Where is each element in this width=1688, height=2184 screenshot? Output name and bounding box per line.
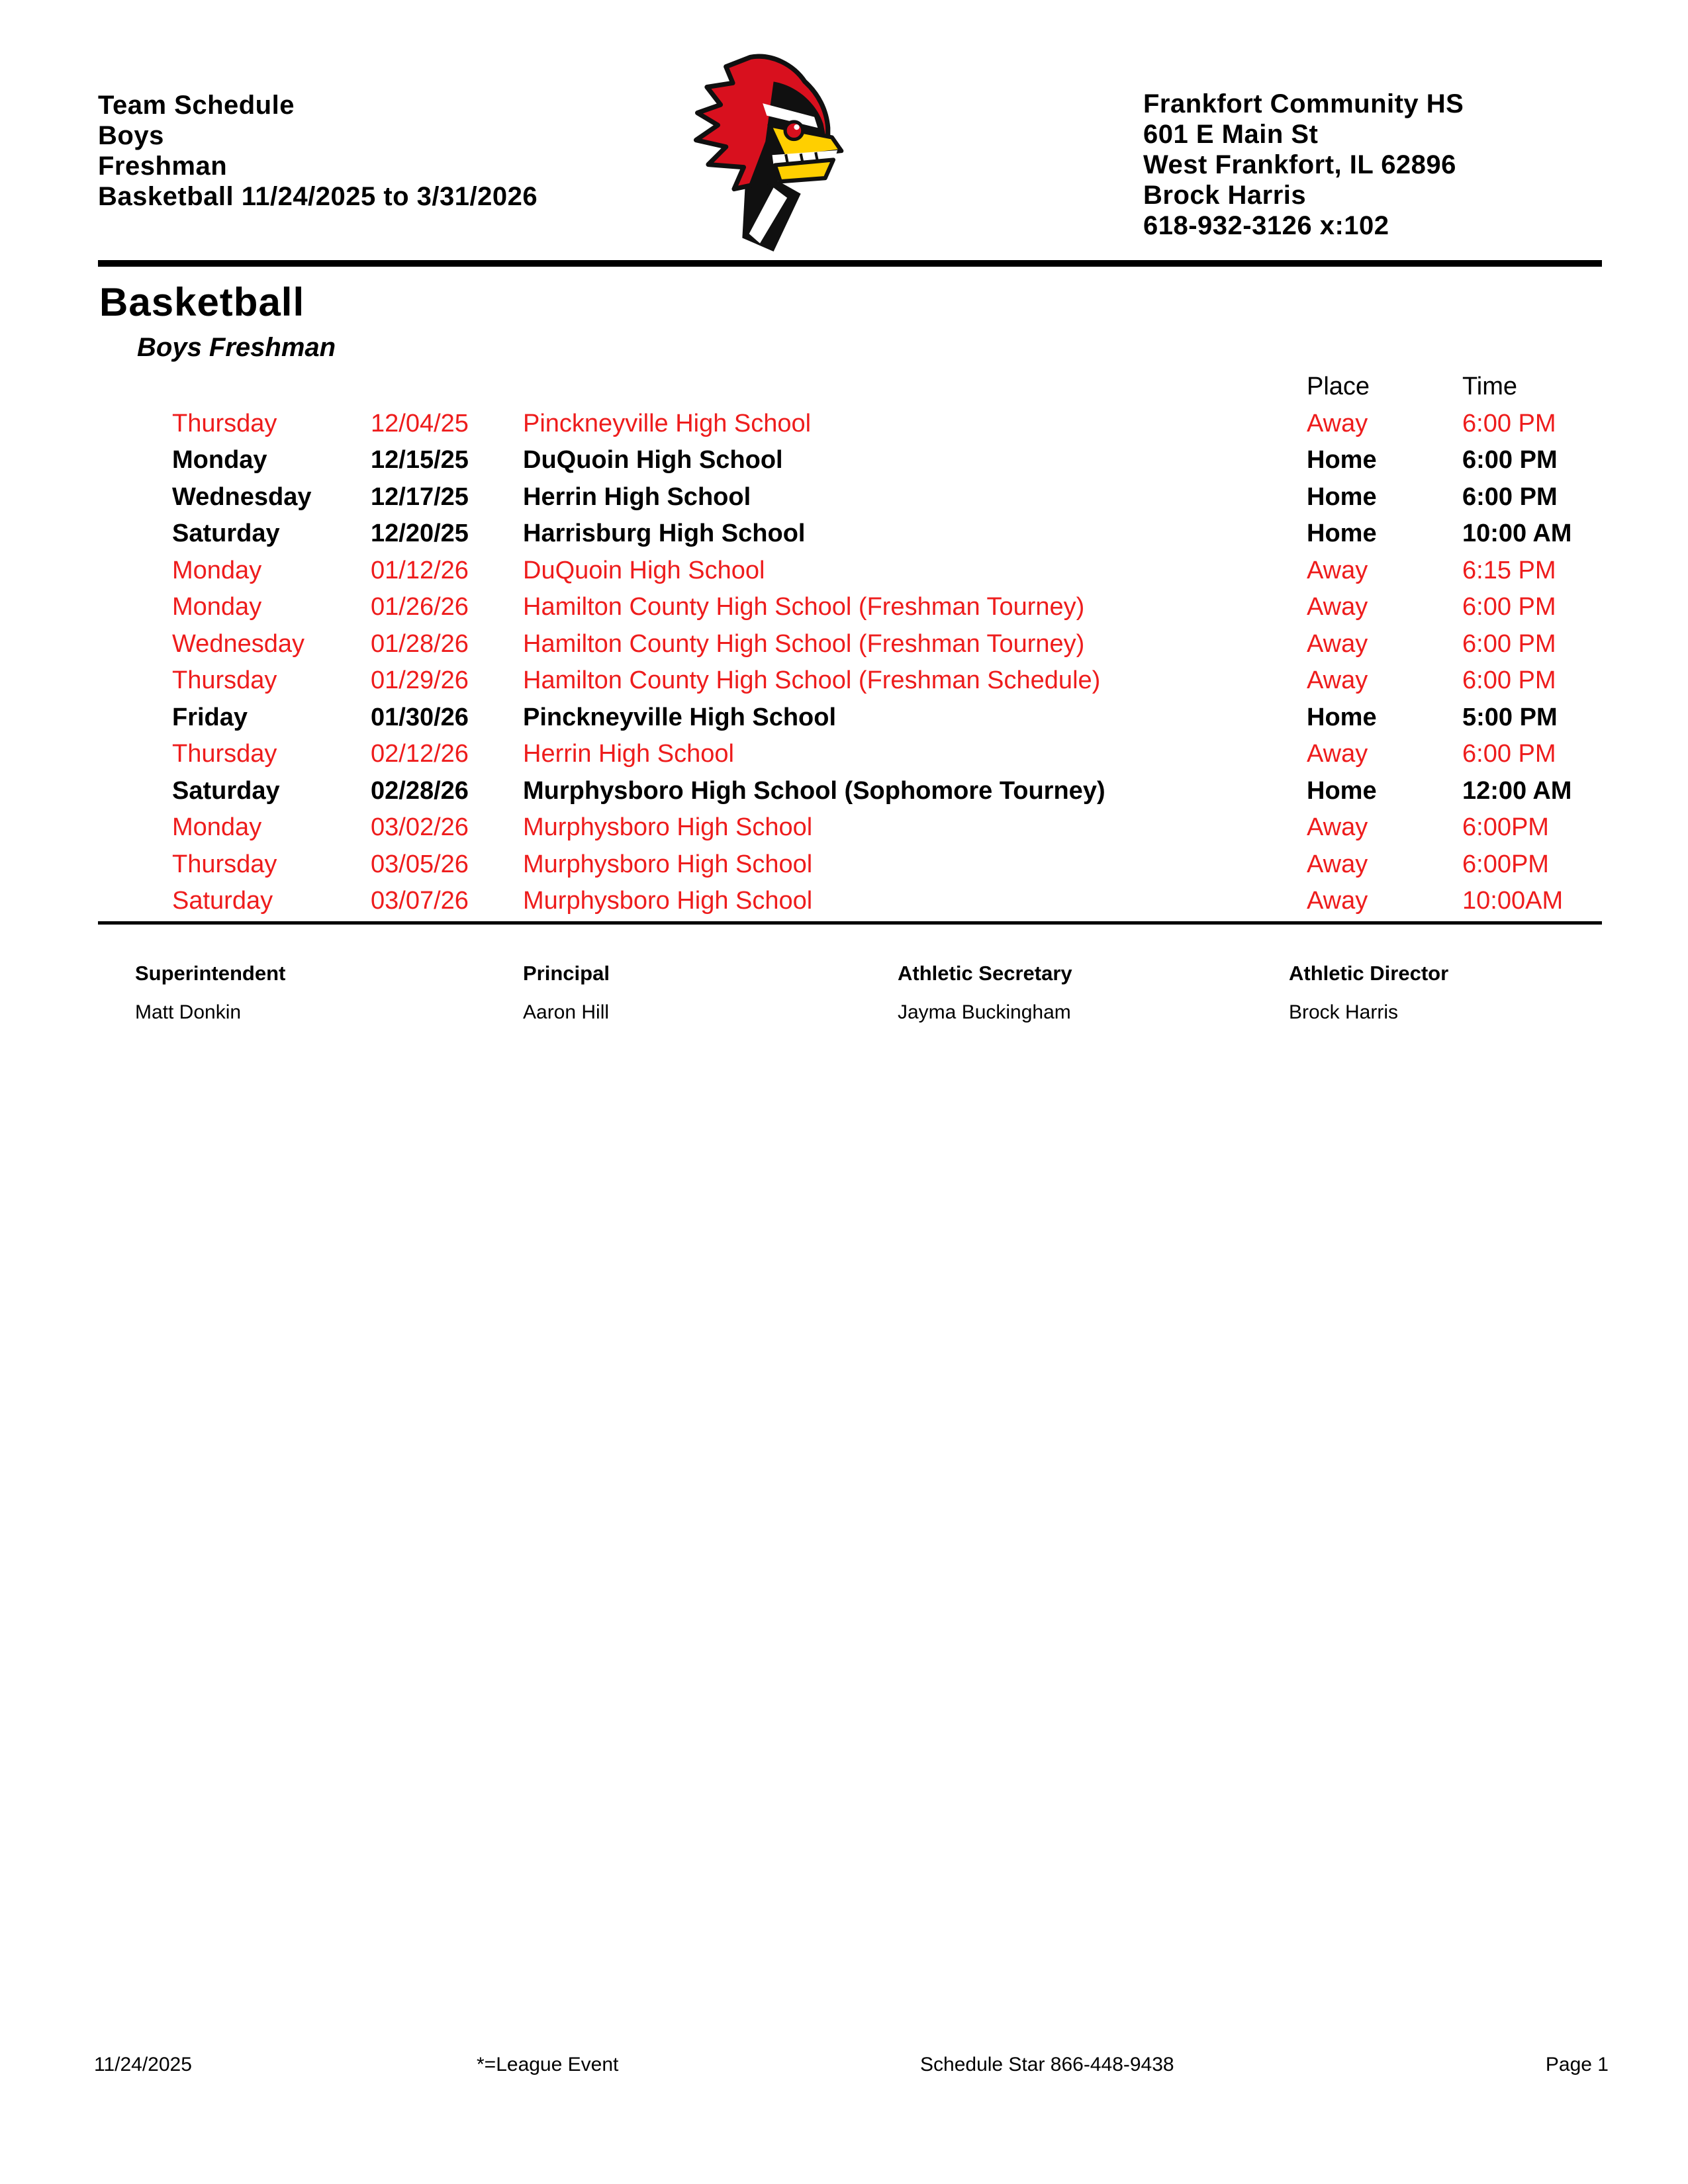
school-contact-header: [1143, 89, 1464, 241]
game-time: 10:00AM: [1462, 887, 1564, 915]
game-date: 12/15/25: [371, 446, 469, 474]
game-day: Monday: [172, 813, 262, 841]
footer-page-number: Page 1: [1545, 2054, 1609, 2075]
logo-beak-lower: [775, 159, 833, 181]
game-place: Away: [1307, 409, 1368, 437]
schedule-row: [0, 700, 1688, 737]
game-place: Away: [1307, 556, 1368, 584]
team-subtitle: Boys Freshman: [137, 333, 336, 362]
game-opponent: Herrin High School: [523, 482, 751, 511]
game-opponent: Murphysboro High School (Sophomore Tourney): [523, 776, 1105, 805]
game-day: Thursday: [172, 409, 277, 437]
header-line-season: Basketball 11/24/2025 to 3/31/2026: [98, 182, 538, 211]
schedule-row: [0, 736, 1688, 773]
game-date: 02/28/26: [371, 776, 469, 805]
game-time: 6:00 PM: [1462, 666, 1556, 694]
game-day: Monday: [172, 593, 262, 621]
game-day: Monday: [172, 556, 262, 584]
game-date: 12/17/25: [371, 482, 469, 511]
game-opponent: Murphysboro High School: [523, 813, 813, 841]
game-opponent: Hamilton County High School (Freshman Tourney): [523, 629, 1085, 658]
schedule-row: [0, 773, 1688, 810]
game-opponent: Pinckneyville High School: [523, 409, 812, 437]
game-place: Away: [1307, 593, 1368, 621]
game-place: Home: [1307, 482, 1377, 511]
game-date: 01/29/26: [371, 666, 469, 694]
official-title: Athletic Director: [1289, 962, 1449, 985]
official-title: Athletic Secretary: [898, 962, 1072, 985]
schedule-row: [0, 589, 1688, 626]
game-date: 01/30/26: [371, 703, 469, 731]
game-date: 01/28/26: [371, 629, 469, 658]
game-time: 6:00 PM: [1462, 629, 1556, 658]
contact-name: Brock Harris: [1143, 181, 1307, 210]
game-date: 03/07/26: [371, 887, 469, 915]
game-place: Away: [1307, 666, 1368, 694]
footer-vendor: Schedule Star 866-448-9438: [920, 2054, 1174, 2075]
schedule-row: [0, 479, 1688, 516]
game-place: Away: [1307, 813, 1368, 841]
game-day: Thursday: [172, 740, 277, 768]
game-day: Monday: [172, 446, 267, 474]
officials-section: [0, 962, 1688, 1041]
game-day: Friday: [172, 703, 248, 731]
game-date: 03/02/26: [371, 813, 469, 841]
schedule-row: [0, 662, 1688, 700]
sport-title: Basketball: [99, 280, 305, 324]
game-time: 6:00PM: [1462, 813, 1549, 841]
official-name: Brock Harris: [1289, 1001, 1399, 1023]
schedule-row: [0, 516, 1688, 553]
schedule-row: [0, 809, 1688, 846]
game-place: Away: [1307, 887, 1368, 915]
game-time: 12:00 AM: [1462, 776, 1572, 805]
schedule-table: [0, 369, 1688, 920]
place-column-header: Place: [1307, 373, 1370, 400]
game-time: 6:00 PM: [1462, 446, 1558, 474]
game-opponent: Harrisburg High School: [523, 520, 806, 547]
game-date: 12/04/25: [371, 409, 469, 437]
schedule-row: [0, 626, 1688, 663]
game-date: 03/05/26: [371, 850, 469, 878]
official-title: Superintendent: [135, 962, 286, 985]
header-line-gender: Boys: [98, 121, 164, 150]
game-opponent: Hamilton County High School (Freshman Schedule): [523, 666, 1101, 694]
header-line-level: Freshman: [98, 152, 228, 181]
game-place: Away: [1307, 850, 1368, 878]
game-day: Saturday: [172, 520, 280, 547]
game-date: 01/12/26: [371, 556, 469, 584]
page-footer: [0, 2054, 1688, 2080]
header-line-type: Team Schedule: [98, 91, 295, 120]
official-name: Aaron Hill: [523, 1001, 610, 1023]
time-column-header: Time: [1462, 373, 1518, 400]
game-place: Away: [1307, 740, 1368, 768]
game-date: 12/20/25: [371, 520, 469, 547]
official-title: Principal: [523, 962, 610, 985]
schedule-row: [0, 442, 1688, 479]
game-opponent: DuQuoin High School: [523, 446, 783, 474]
official-name: Matt Donkin: [135, 1001, 242, 1023]
game-time: 10:00 AM: [1462, 520, 1572, 547]
game-time: 6:00 PM: [1462, 740, 1556, 768]
game-opponent: Murphysboro High School: [523, 850, 813, 878]
official-block-principal: [523, 962, 610, 1024]
official-block-superintendent: [135, 962, 285, 1024]
footer-legend: *=League Event: [477, 2054, 619, 2075]
game-time: 6:00 PM: [1462, 593, 1556, 621]
game-place: Home: [1307, 703, 1377, 731]
game-date: 01/26/26: [371, 593, 469, 621]
official-block-athletic-secretary: [898, 962, 1072, 1024]
game-time: 5:00 PM: [1462, 703, 1558, 731]
team-schedule-header: [98, 90, 538, 212]
game-time: 6:00PM: [1462, 850, 1549, 878]
game-time: 6:00 PM: [1462, 482, 1558, 511]
game-day: Wednesday: [172, 482, 312, 511]
game-opponent: Herrin High School: [523, 740, 734, 768]
table-bottom-rule: [98, 921, 1602, 925]
game-place: Home: [1307, 520, 1377, 547]
schedule-rows: [0, 406, 1688, 920]
game-opponent: DuQuoin High School: [523, 556, 765, 584]
game-day: Saturday: [172, 887, 273, 915]
header-divider-double-rule: [98, 260, 1602, 267]
schedule-row: [0, 883, 1688, 920]
contact-phone: 618-932-3126 x:102: [1143, 211, 1389, 240]
school-name: Frankfort Community HS: [1143, 89, 1464, 118]
schedule-table-header: [0, 369, 1688, 406]
game-day: Wednesday: [172, 629, 305, 658]
official-block-athletic-director: [1289, 962, 1448, 1024]
game-day: Thursday: [172, 666, 277, 694]
redbird-mascot-icon: [669, 48, 849, 251]
game-place: Home: [1307, 446, 1377, 474]
game-day: Saturday: [172, 776, 280, 805]
logo-eye: [785, 122, 803, 140]
game-opponent: Pinckneyville High School: [523, 703, 837, 731]
school-street: 601 E Main St: [1143, 120, 1319, 149]
game-date: 02/12/26: [371, 740, 469, 768]
game-opponent: Hamilton County High School (Freshman Tourney): [523, 593, 1085, 621]
game-place: Home: [1307, 776, 1377, 805]
game-day: Thursday: [172, 850, 277, 878]
schedule-row: [0, 406, 1688, 443]
footer-print-date: 11/24/2025: [94, 2054, 192, 2075]
schedule-row: [0, 846, 1688, 884]
official-name: Jayma Buckingham: [898, 1001, 1071, 1023]
game-opponent: Murphysboro High School: [523, 887, 813, 915]
game-time: 6:00 PM: [1462, 409, 1556, 437]
schedule-row: [0, 553, 1688, 590]
school-city: West Frankfort, IL 62896: [1143, 150, 1456, 179]
game-place: Away: [1307, 629, 1368, 658]
game-time: 6:15 PM: [1462, 556, 1556, 584]
